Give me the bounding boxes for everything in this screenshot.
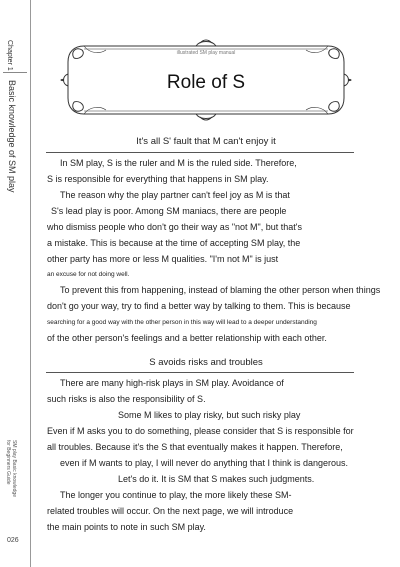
body-line: don't go your way, try to find a better way by talking to them. This is because [47, 301, 351, 311]
rail-footer-line: for Beginners Guide [5, 440, 11, 485]
body-line: The longer you continue to play, the more likely these SM- [60, 490, 292, 500]
body-line: In SM play, S is the ruler and M is the ruled side. Therefore, [60, 158, 297, 168]
body-line: The reason why the play partner can't feel joy as M is that [60, 190, 290, 200]
body-line: Let's do it. It is SM that S makes such judgments. [118, 474, 315, 484]
body-line: an excuse for not doing well. [47, 271, 130, 278]
body-line: S is responsible for everything that happens in SM play. [47, 174, 269, 184]
chapter-rail [0, 0, 31, 567]
chapter-label: Chapter 1 [6, 40, 13, 71]
section-divider [46, 152, 354, 153]
rail-footer-text [5, 440, 17, 530]
rail-footer-line: SM play Basic knowledge [11, 440, 17, 497]
body-line: the main points to note in such SM play. [47, 522, 206, 532]
body-line: all troubles. Because it's the S that eventually makes it happen. Therefore, [47, 442, 343, 452]
body-line: Some M likes to play risky, but such risky play [118, 410, 301, 420]
body-line: Even if M asks you to do something, please consider that S is responsible for [47, 426, 354, 436]
chapter-title: Basic knowledge of SM play [7, 80, 17, 193]
body-line: searching for a good way with the other person in this way will lead to a deeper understanding [47, 319, 317, 326]
chapter-divider [3, 72, 27, 73]
body-line: other party has more or less M qualities. "I'm not M" is just [47, 254, 279, 264]
body-line: S's lead play is poor. Among SM maniacs, there are people [51, 206, 287, 216]
body-line: of the other person's feelings and a better relationship with each other. [47, 333, 327, 343]
section-heading: S avoids risks and troubles [149, 357, 263, 368]
body-line: such risks is also the responsibility of S. [47, 394, 206, 404]
header-subtitle: illustrated SM play manual [176, 50, 236, 56]
body-line: related troubles will occur. On the next page, we will introduce [47, 506, 294, 516]
section-heading: It's all S' fault that M can't enjoy it [136, 136, 276, 147]
body-line: who dismiss people who don't go their way as "not M", but that's [47, 222, 302, 232]
title-frame [60, 38, 352, 122]
body-line: a mistake. This is because at the time of accepting SM play, the [47, 238, 301, 248]
body-line: There are many high-risk plays in SM play. Avoidance of [60, 378, 284, 388]
section-divider [46, 372, 354, 373]
body-line: even if M wants to play, I will never do anything that I think is dangerous. [60, 458, 348, 468]
body-line: To prevent this from happening, instead of blaming the other person when things [60, 285, 381, 295]
page-number: 026 [7, 537, 19, 544]
page-title: Role of S [166, 72, 246, 93]
